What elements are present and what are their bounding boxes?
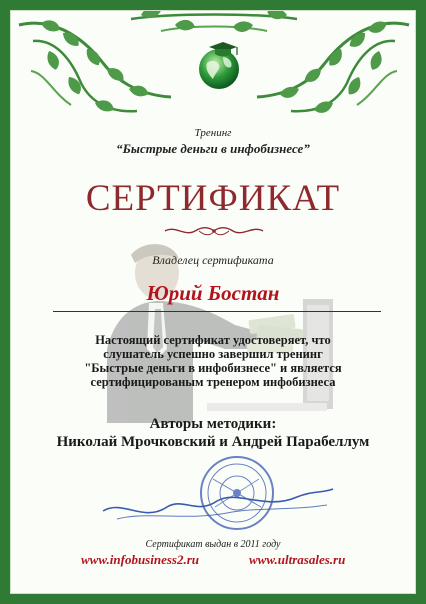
training-label: Тренинг [194, 127, 232, 139]
training-name: “Быстрые деньги в инфобизнесе” [116, 141, 310, 156]
name-underline [53, 311, 381, 312]
certificate-title: СЕРТИФИКАТ [85, 178, 341, 219]
stamp-seal-icon [97, 449, 337, 533]
divider-flourish-icon [163, 223, 265, 239]
owner-label: Владелец сертификата [152, 253, 274, 267]
statement-line: Настоящий сертификат удостоверяет, что [95, 333, 331, 347]
owner-name: Юрий Бостан [146, 281, 280, 305]
website-link[interactable]: www.infobusiness2.ru [81, 552, 200, 567]
statement-line: слушатель успешно завершил тренинг [103, 347, 323, 361]
certificate-statement [11, 333, 415, 389]
authors-title: Авторы методики: [149, 416, 277, 432]
authors-names: Николай Мрочковский и Андрей Парабеллум [56, 434, 370, 450]
statement-line: сертифицированым тренером инфобизнеса [90, 375, 336, 389]
certificate-page [10, 10, 416, 594]
website-link[interactable]: www.ultrasales.ru [249, 552, 346, 567]
issued-date: Сертификат выдан в 2011 году [145, 539, 281, 550]
statement-line: "Быстрые деньги в инфобизнесе" и является [84, 361, 342, 375]
globe-graduation-icon [193, 39, 245, 91]
